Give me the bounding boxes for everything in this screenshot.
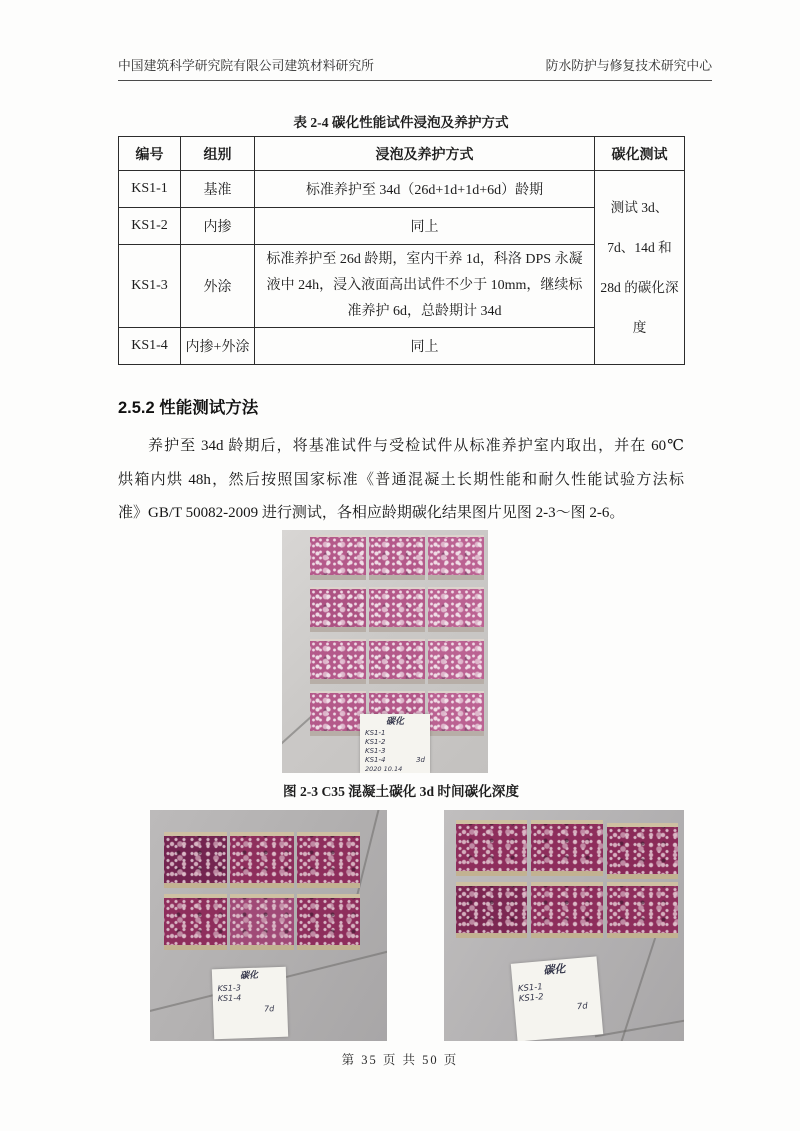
label-age: 3d: [416, 755, 425, 764]
cell-method: 标准养护至 34d（26d+1d+1d+6d）龄期: [255, 171, 595, 208]
specimen-cube: [369, 535, 425, 580]
specimen-photo-7d-right: [444, 810, 684, 1041]
label-line: KS1-3: [365, 746, 386, 755]
label-age: 7d: [576, 1001, 589, 1013]
col-header-method: 浸泡及养护方式: [255, 137, 595, 171]
paragraph-line: 养护至 34d 龄期后，将基准试件与受检试件从标准养护室内取出，并在 60℃: [148, 438, 684, 454]
paragraph-line: 准》GB/T 50082-2009 进行测试，各相应龄期碳化结果图片见图 2-3～图 2-6。: [118, 505, 625, 521]
figure-caption: 图 2-3 C35 混凝土碳化 3d 时间碳化深度: [282, 784, 519, 799]
table-header-row: [119, 137, 685, 171]
cell-id: KS1-4: [119, 328, 181, 365]
table-title: 表 2-4 碳化性能试件浸泡及养护方式: [293, 115, 509, 130]
specimen-cube: [230, 894, 293, 950]
specimen-cube: [297, 832, 360, 888]
label-line: KS1-4: [217, 993, 242, 1004]
col-header-test: 碳化测试: [595, 137, 685, 171]
cell-id: KS1-2: [119, 208, 181, 245]
specimen-cube: [428, 639, 484, 684]
specimen-cube: [310, 535, 366, 580]
specimen-photo-3d: [282, 530, 488, 773]
specimen-cube-grid: [456, 820, 678, 938]
specimen-cube-grid: [310, 535, 484, 736]
header-right-org: 防水防护与修复技术研究中心: [545, 59, 712, 73]
section-heading: 2.5.2 性能测试方法: [118, 399, 259, 417]
specimen-cube: [607, 823, 678, 879]
label-line: KS1-3: [217, 983, 242, 994]
specimen-cube: [456, 882, 527, 938]
specimen-cube: [369, 587, 425, 632]
specimen-cube: [607, 882, 678, 938]
header-rule: [118, 80, 712, 81]
specimen-cube: [230, 832, 293, 888]
col-header-id: 编号: [119, 137, 181, 171]
specimen-label-7d-right: [511, 956, 603, 1041]
label-title: 碳化: [542, 962, 566, 978]
page-number: 第 35 页 共 50 页: [341, 1053, 459, 1067]
specimen-photo-7d-left: [150, 810, 387, 1041]
page-header: [118, 55, 712, 75]
label-age: 7d: [263, 1004, 275, 1014]
specimen-curing-table: [118, 136, 685, 365]
label-title: 碳化: [385, 717, 404, 727]
specimen-cube: [164, 894, 227, 950]
specimen-cube: [428, 535, 484, 580]
specimen-label-3d: [360, 714, 430, 773]
specimen-cube: [310, 639, 366, 684]
specimen-cube: [531, 882, 602, 938]
specimen-cube: [297, 894, 360, 950]
specimen-cube: [310, 587, 366, 632]
paragraph-line: 烘箱内烘 48h，然后按照国家标准《普通混凝土长期性能和耐久性能试验方法标: [118, 471, 684, 488]
label-line: KS1-4 3d: [365, 755, 425, 764]
specimen-cube: [428, 691, 484, 736]
cell-group: 外涂: [181, 245, 255, 328]
specimen-cube: [456, 820, 527, 876]
cell-group: 内掺: [181, 208, 255, 245]
cell-method: 标准养护至 26d 龄期，室内干养 1d，科洛 DPS 永凝液中 24h，浸入液面高出试件不少于 10mm，继续标准养护 6d，总龄期计 34d: [255, 245, 595, 328]
cell-group: 内掺+外涂: [181, 328, 255, 365]
specimen-cube-grid: [164, 832, 360, 950]
header-left-org: 中国建筑科学研究院有限公司建筑材料研究所: [118, 59, 374, 73]
specimen-cube: [310, 691, 366, 736]
specimen-cube: [369, 639, 425, 684]
label-line: KS1-2: [518, 992, 545, 1005]
col-header-group: 组别: [181, 137, 255, 171]
cell-method: 同上: [255, 208, 595, 245]
label-line: KS1-2: [365, 738, 386, 746]
label-line: KS1-1: [517, 981, 544, 995]
table-row: [119, 171, 685, 208]
label-date: 2020 10.14: [365, 765, 403, 773]
cell-group: 基准: [181, 171, 255, 208]
label-line: KS1-1: [365, 729, 386, 738]
specimen-label-7d-left: [212, 967, 288, 1040]
floor-joint-line: [595, 1015, 684, 1037]
cell-id: KS1-3: [119, 245, 181, 328]
specimen-cube: [164, 832, 227, 888]
specimen-cube: [428, 587, 484, 632]
body-paragraph: [118, 430, 684, 531]
cell-id: KS1-1: [119, 171, 181, 208]
specimen-cube: [531, 820, 602, 876]
label-title: 碳化: [239, 970, 259, 982]
cell-method: 同上: [255, 328, 595, 365]
cell-test-merged: 测试 3d、7d、14d 和 28d 的碳化深度: [595, 171, 685, 365]
